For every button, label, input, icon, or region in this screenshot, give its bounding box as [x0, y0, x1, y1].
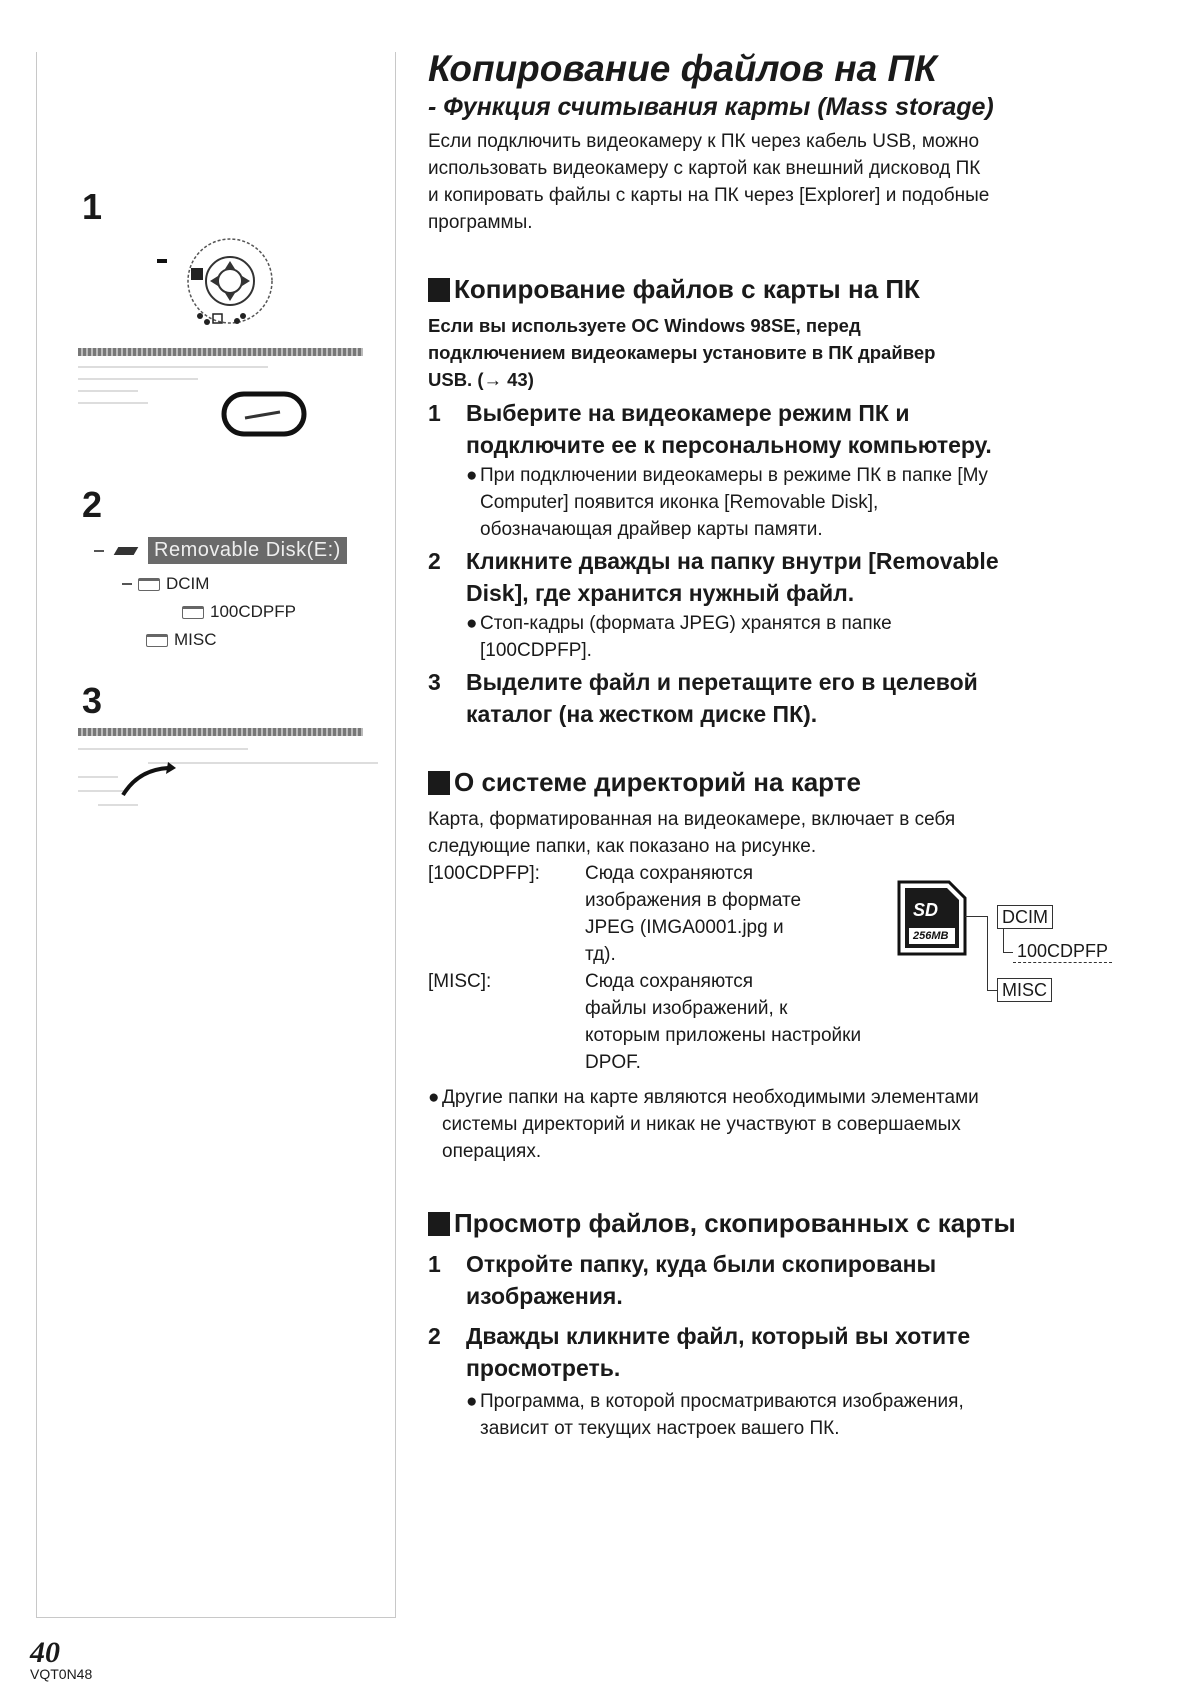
section-heading-directory: О системе директорий на карте — [428, 767, 861, 798]
page-title: Копирование файлов на ПК — [428, 48, 937, 89]
step-1-note: ● При подключении видеокамеры в режиме ПК в папке [My Computer] появится иконка [Removable Disk], обозначающая драйвер карты памяти. — [466, 465, 988, 540]
diagram-dcim: DCIM — [997, 905, 1053, 929]
section-heading-view: Просмотр файлов, скопированных с карты — [428, 1208, 1016, 1239]
removable-disk-highlight-icon — [220, 390, 310, 442]
drag-arrow-icon — [118, 760, 178, 800]
folder-tree — [94, 537, 347, 650]
tree-row-dcim: DCIM — [122, 574, 347, 594]
drive-icon — [114, 547, 139, 555]
heading-square-icon — [428, 1212, 450, 1236]
tree-row-misc: MISC — [146, 630, 347, 650]
card-logo: SD — [913, 900, 939, 920]
view-step-1: 1 Откройте папку, куда были скопированы изображения. — [428, 1251, 937, 1309]
diagram-misc: MISC — [997, 978, 1052, 1002]
tree-row-removable — [94, 537, 347, 564]
step-1: 1 Выберите на видеокамере режим ПК и подключите ее к персональному компьютеру. — [428, 400, 992, 458]
directory-intro: Карта, форматированная на видеокамере, включает в себя следующие папки, как показано на рисунке. — [428, 809, 956, 857]
step-number-1: 1 — [82, 186, 103, 227]
entry-100cdpfp: [100CDPFP]: Сюда сохраняются изображения в формате JPEG (IMGA0001.jpg и тд). — [428, 863, 802, 965]
step-2: 2 Кликните дважды на папку внутри [Removable Disk], где хранится нужный файл. — [428, 548, 999, 606]
model-code: VQT0N48 — [30, 1666, 93, 1682]
view-steps — [428, 1248, 1168, 1442]
heading-square-icon — [428, 278, 450, 302]
tree-row-100cdpfp: 100CDPFP — [182, 602, 347, 622]
view-step-2: 2 Дважды кликните файл, который вы хотите просмотреть. — [428, 1323, 971, 1381]
removable-disk-label: Removable Disk(E:) — [148, 537, 347, 564]
step-number-2: 2 — [82, 484, 103, 525]
page-subtitle: - Функция считывания карты (Mass storage) — [428, 93, 994, 121]
page-number: 40 — [30, 1636, 60, 1669]
mode-dial-icon — [155, 236, 295, 336]
step-3: 3 Выделите файл и перетащите его в целевой каталог (на жестком диске ПК). — [428, 669, 978, 727]
card-size: 256MB — [913, 930, 949, 942]
intro-text: Если подключить видеокамеру к ПК через кабель USB, можно использовать видеокамеру с картой как внешний дисковод ПК и копировать файлы с карты на ПК через [Explorer] и подобные программы. — [428, 131, 990, 233]
step-number-3: 3 — [82, 680, 103, 721]
step-2-note: ● Стоп-кадры (формата JPEG) хранятся в папке [100CDPFP]. — [466, 613, 892, 661]
section-heading-copy: Копирование файлов с карты на ПК — [428, 274, 920, 305]
view-step-2-note: ● Программа, в которой просматриваются изображения, зависит от текущих настроек вашего ПК. — [466, 1391, 964, 1439]
sd-card-diagram — [893, 880, 1143, 1010]
folder-icon — [138, 578, 160, 591]
heading-square-icon — [428, 771, 450, 795]
diagram-100cdpfp: 100CDPFP — [1013, 940, 1112, 963]
directory-note: ● Другие папки на карте являются необходимыми элементами системы директорий и никак не участвуют в совершаемых операциях. — [428, 1087, 979, 1162]
folder-icon — [146, 634, 168, 647]
copy-steps — [428, 397, 1168, 730]
entry-misc: [MISC]: Сюда сохраняются файлы изображений, к которым приложены настройки DPOF. — [428, 971, 862, 1073]
windows98-note: Если вы используете ОС Windows 98SE, перед подключением видеокамеры установите в ПК драйвер USB. (→ 43) — [428, 315, 936, 390]
folder-icon — [182, 606, 204, 619]
directory-entries — [428, 860, 888, 1076]
